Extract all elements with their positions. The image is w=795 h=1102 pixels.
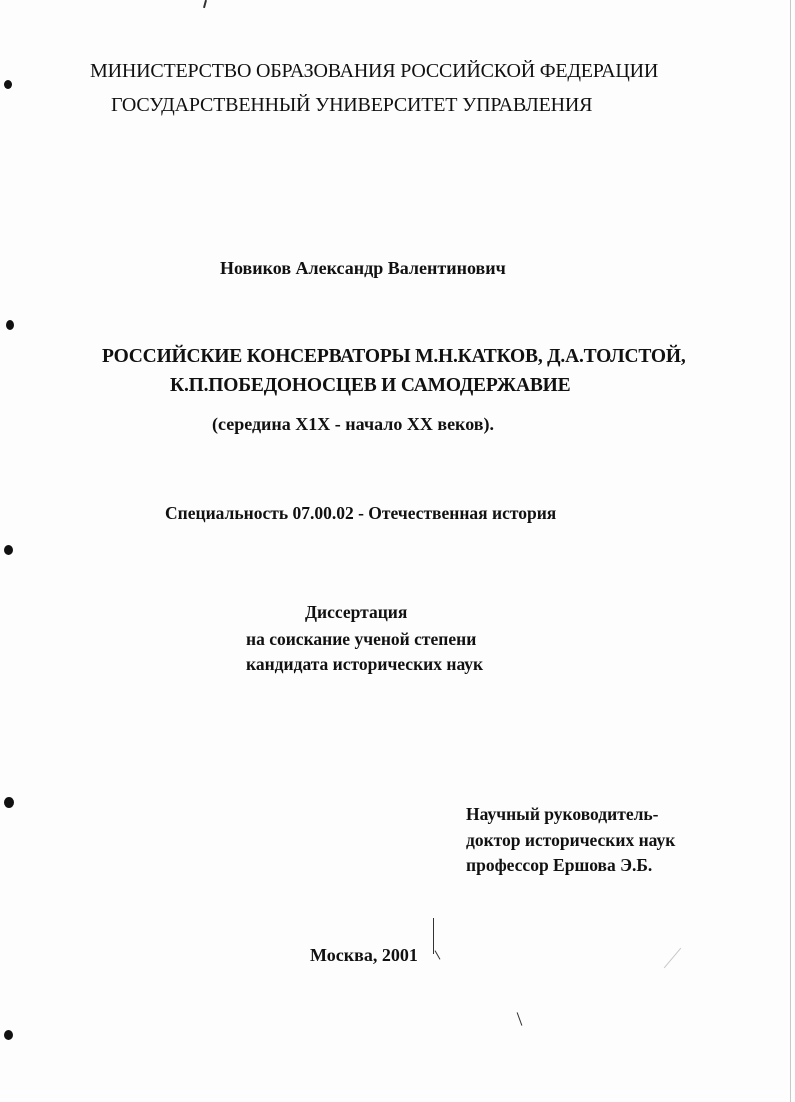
ministry-heading: МИНИСТЕРСТВО ОБРАЗОВАНИЯ РОССИЙСКОЙ ФЕДЕРАЦИИ [90, 60, 659, 82]
place-year: Москва, 2001 [310, 945, 418, 965]
supervisor-role: Научный руководитель- [466, 804, 659, 824]
scan-edge-right [790, 0, 791, 1102]
author-name: Новиков Александр Валентинович [220, 258, 506, 278]
punch-hole-5 [4, 1030, 13, 1040]
punch-hole-2 [6, 320, 14, 330]
punch-hole-3 [4, 545, 13, 555]
scan-mark-middle [433, 918, 434, 954]
title-line-1: РОССИЙСКИЕ КОНСЕРВАТОРЫ М.Н.КАТКОВ, Д.А.ТОЛСТОЙ, [102, 346, 686, 367]
scan-mark-right [664, 948, 681, 969]
university-heading: ГОСУДАРСТВЕННЫЙ УНИВЕРСИТЕТ УПРАВЛЕНИЯ [111, 94, 593, 116]
dissertation-label: Диссертация [305, 602, 408, 622]
title-period: (середина Х1Х - начало ХХ веков). [212, 414, 494, 434]
punch-hole-4 [4, 797, 14, 808]
scan-mark-tick [435, 950, 441, 959]
supervisor-name: профессор Ершова Э.Б. [466, 855, 653, 875]
scan-mark-top [203, 0, 207, 8]
dissertation-field-line: кандидата исторических наук [246, 654, 484, 674]
title-line-2: К.П.ПОБЕДОНОСЦЕВ И САМОДЕРЖАВИЕ [170, 375, 571, 396]
specialty-line: Специальность 07.00.02 - Отечественная история [165, 503, 557, 523]
supervisor-degree: доктор исторических наук [466, 830, 676, 850]
dissertation-degree-line: на соискание ученой степени [246, 629, 477, 649]
scan-mark-bottom [517, 1012, 523, 1025]
punch-hole-1 [4, 80, 12, 89]
